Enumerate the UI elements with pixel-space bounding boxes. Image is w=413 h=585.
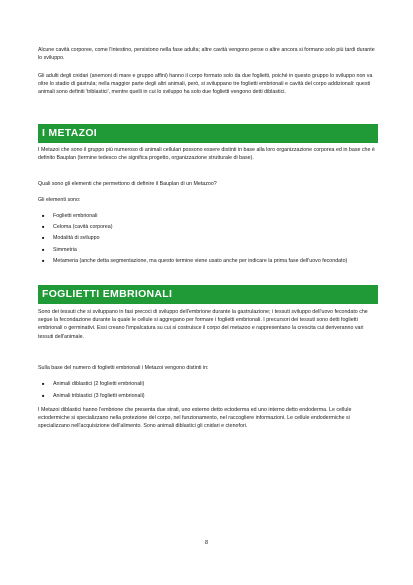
elements-intro: Gli elementi sono: (38, 197, 81, 203)
classification-intro: Sulla base del numero di foglietti embrionali i Metazoi vengono distinti in: (38, 365, 209, 371)
list-item: ■ Metameria (anche detta segmentazione, ma questo termine viene usato anche per indicare la prima fase dell'uovo fecondato) (38, 257, 378, 265)
types-list (38, 380, 378, 400)
section-title: I METAZOI (42, 127, 97, 139)
intro-paragraph: Alcune cavità corporee, come l'intestino, persistono nella fase adulta; altre cavità vengono perse o altre ancora si formano solo più tardi durante lo sviluppo. (38, 47, 375, 62)
page-number: 8 (204, 540, 209, 546)
list-item: ■ Foglietti embrionali (38, 212, 378, 220)
diblastici-paragraph: I Metazoi diblastici hanno l'embrione che presenta due strati, uno esterno detto ectoderma ed uno interno detto endoderma. Le cellule ectodermiche si specializzano nella protezione del corpo, nel funzionamento, nel raccogliere informazioni. Le cellule endodermiche si specializzano nell'acquisizione dell'alimento. Sono animali diblastici gli cnidari e ctenofori. (38, 407, 352, 430)
section-title: FOGLIETTI EMBRIONALI (42, 288, 173, 300)
cnidari-paragraph: Gli adulti degli cnidari (anemoni di mare e gruppo affini) hanno il corpo formato solo da due foglietti, poiché in questo gruppo lo sviluppo non va oltre lo stadio di gastrula; nella maggior parte degli altri animali, però, si sviluppano tre foglietti embrionali e cavità del corpo addizionali: questi animali sono definiti 'triblastici', mentre quelli in cui lo sviluppo ha solo due foglietti vengono detti diblastici. (38, 73, 373, 96)
list-item: ■ Animali triblastici (3 foglietti embrionali) (38, 392, 378, 400)
section-header-metazoi (38, 124, 378, 143)
foglietti-paragraph: Sono dei tessuti che si sviluppano in fasi precoci di sviluppo dell'embrione durante la gastrulazione; i tessuti sviluppo dell'uovo fecondato che segue la fecondazione durante la quale le cellule si aggregano per formare i foglietti embrionali. I precursori dei tessuti sono detti foglietti embrionali o germinativi. Essi creano l'impalcatura su cui si costruisce il corpo del metazoo e rappresentano la crescita cui deriveranno vari tessuti dell'animale. (38, 309, 368, 340)
question-paragraph: Quali sono gli elementi che permettono di definire il Bauplan di un Metazoo? (38, 181, 217, 187)
metazoi-paragraph: I Metazoi che sono il gruppo più numeroso di animali cellulari possono essere distinti in base alla loro organizzazione corporea ed in base che è definito Bauplan (termine tedesco che significa progetto, organizzazione strutturale di base). (38, 147, 375, 162)
list-item: ■ Animali diblastici (2 foglietti embrionali) (38, 380, 378, 388)
section-header-foglietti (38, 285, 378, 304)
list-item: ■ Modalità di sviluppo (38, 234, 378, 242)
list-item: ■ Celoma (cavità corporea) (38, 223, 378, 231)
list-item: ■ Simmetria (38, 246, 378, 254)
elements-list (38, 212, 378, 265)
